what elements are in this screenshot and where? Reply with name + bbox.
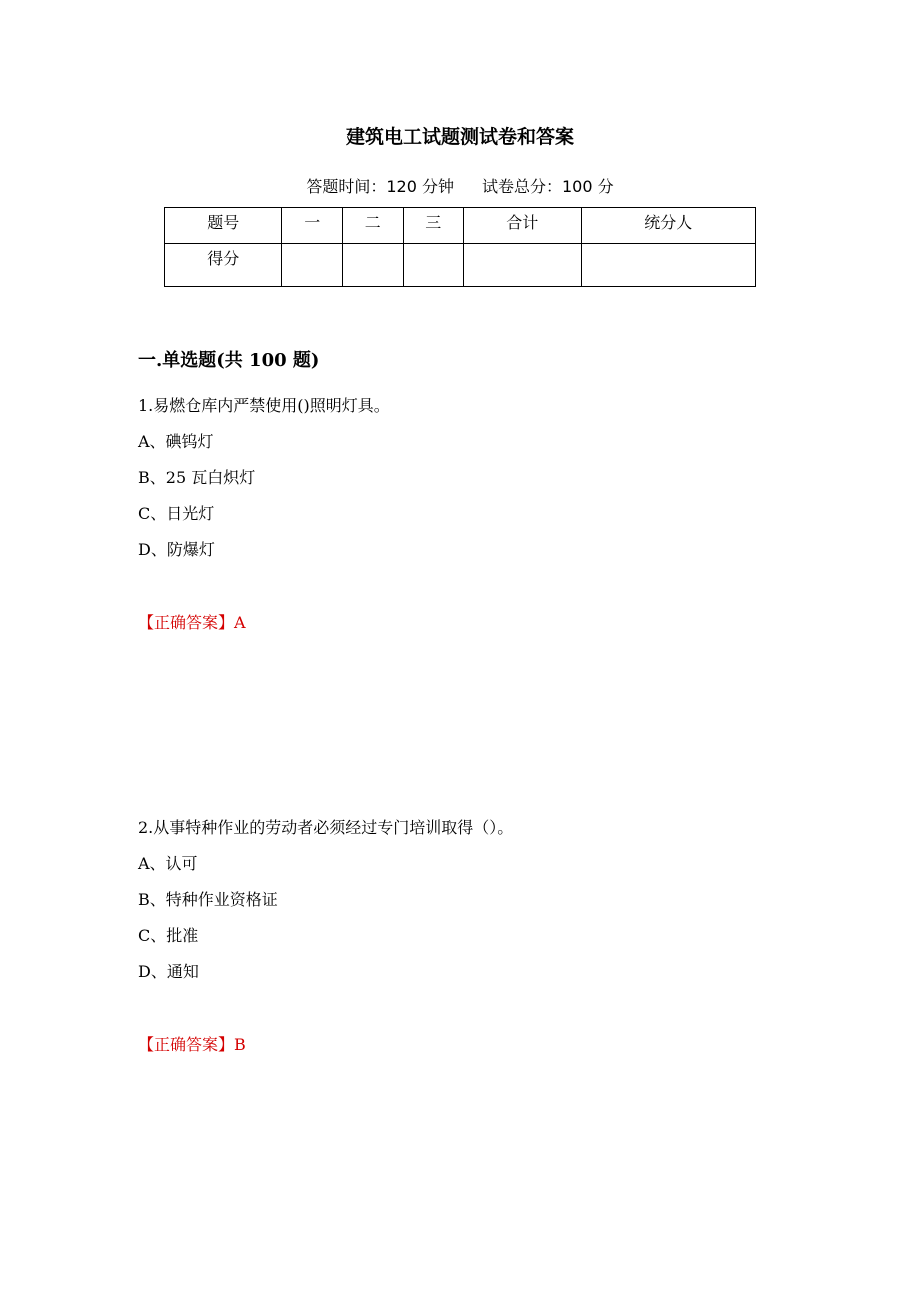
question-1-option-d: D、防爆灯 (138, 540, 215, 559)
score-table-header-row (165, 208, 756, 244)
question-2-stem: 2.从事特种作业的劳动者必须经过专门培训取得（）。 (138, 818, 514, 837)
answer-value: A (234, 613, 246, 632)
header-cell-total: 合计 (464, 208, 581, 244)
score-table-score-row (165, 244, 756, 287)
question-2-option-d: D、通知 (138, 962, 199, 981)
score-cell-part-2 (343, 244, 404, 287)
question-1-option-a: A、碘钨灯 (138, 432, 214, 451)
question-2-answer (138, 1032, 246, 1055)
section-heading: 一.单选题(共 100 题) (138, 350, 320, 371)
header-cell-part-1: 一 (282, 208, 343, 244)
answer-label: 【正确答案】 (138, 1035, 235, 1054)
exam-time: 答题时间：120 分钟 (306, 177, 454, 196)
question-1-option-c: C、日光灯 (138, 504, 215, 523)
score-table (164, 207, 756, 287)
question-1-option-b: B、25 瓦白炽灯 (138, 468, 256, 487)
answer-label: 【正确答案】 (138, 613, 235, 632)
score-cell-part-3 (403, 244, 464, 287)
score-cell-grader (581, 244, 755, 287)
answer-value: B (234, 1035, 246, 1054)
header-cell-part-3: 三 (403, 208, 464, 244)
header-cell-question-no: 题号 (165, 208, 282, 244)
exam-meta (0, 174, 920, 197)
score-row-label: 得分 (165, 244, 282, 287)
question-1-stem: 1.易燃仓库内严禁使用()照明灯具。 (138, 396, 390, 415)
exam-total-score: 试卷总分：100 分 (482, 177, 614, 196)
score-cell-part-1 (282, 244, 343, 287)
question-2-option-c: C、批准 (138, 926, 199, 945)
header-cell-part-2: 二 (343, 208, 404, 244)
question-1-answer (138, 610, 246, 633)
score-cell-total (464, 244, 581, 287)
question-2-option-b: B、特种作业资格证 (138, 890, 278, 909)
question-2-option-a: A、认可 (138, 854, 198, 873)
header-cell-grader: 统分人 (581, 208, 755, 244)
document-title: 建筑电工试题测试卷和答案 (345, 126, 574, 148)
